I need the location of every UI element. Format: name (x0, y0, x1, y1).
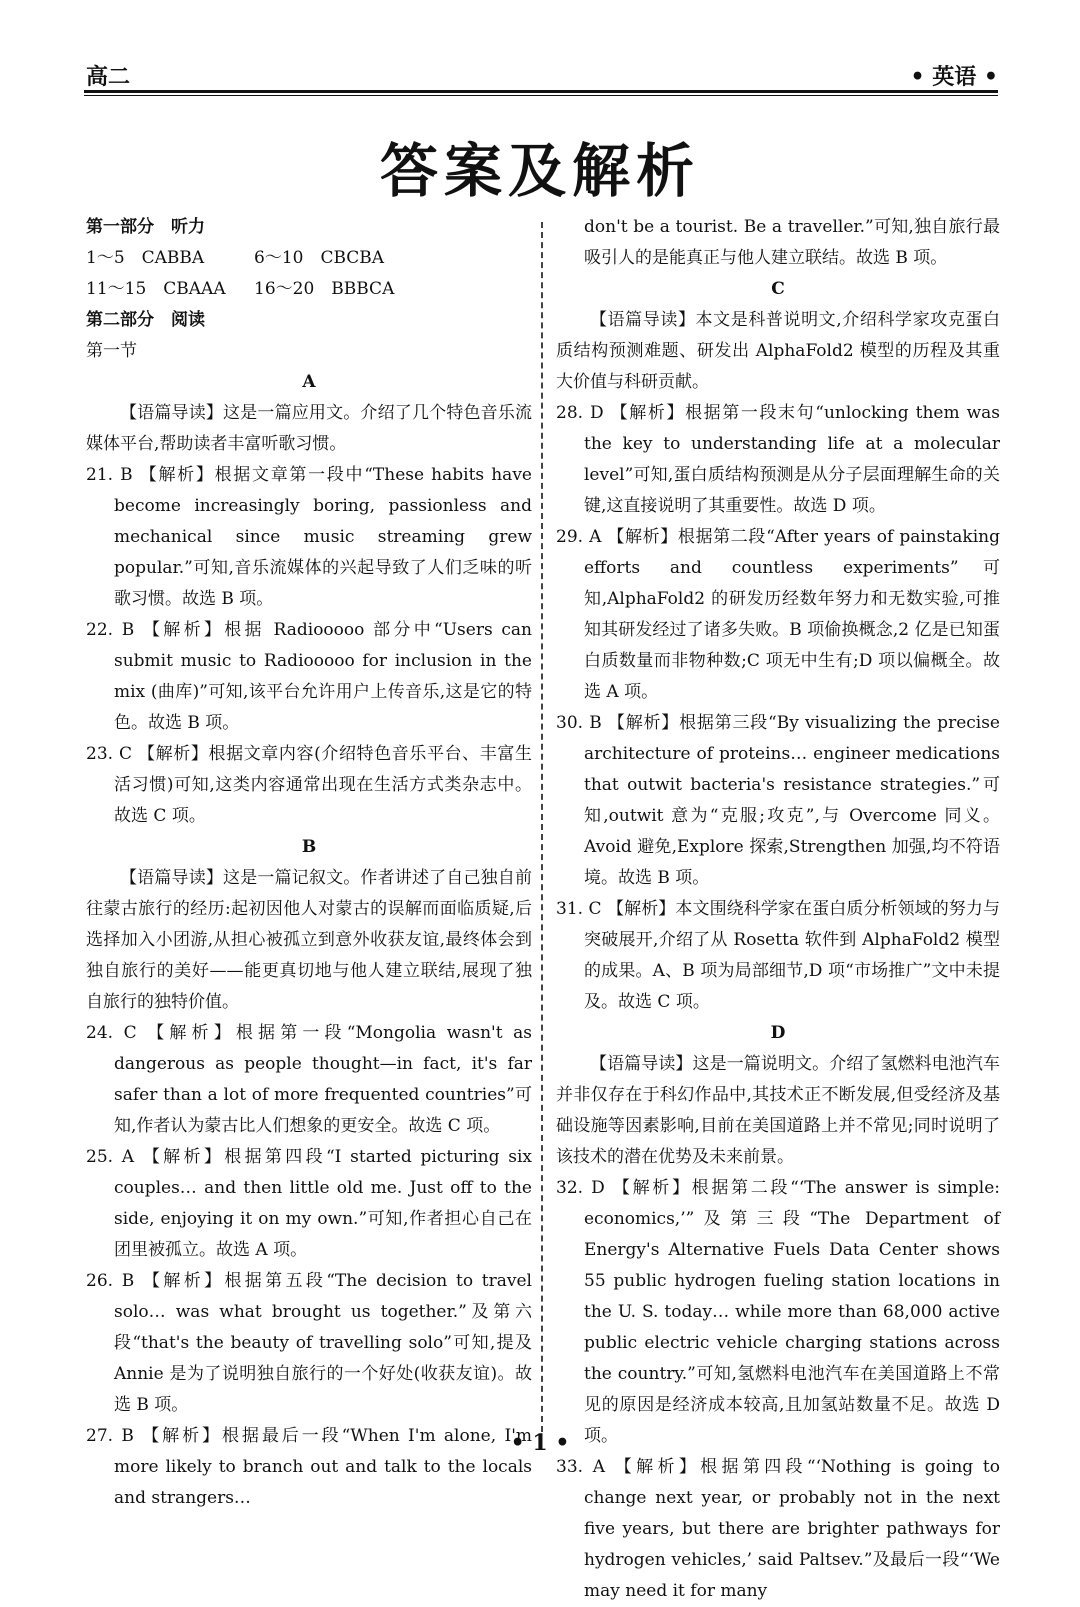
right-column (556, 212, 1000, 1607)
answer-33: 33. A 【解析】根据第四段“‘Nothing is going to change next year, or probably not in the next five years, but there are brighter pathways for hydrogen vehicles,’ said Paltsev.”及最后一段“‘We may need it for many (556, 1457, 1000, 1601)
answer-range: 1～5 CABBA (86, 248, 205, 268)
passage-a-intro: 【语篇导读】这是一篇应用文。介绍了几个特色音乐流媒体平台,帮助读者丰富听歌习惯。 (86, 403, 532, 454)
part2-heading: 第二部分 阅读 (86, 310, 205, 330)
passage-label-a: A (302, 372, 316, 392)
answer-28: 28. D 【解析】根据第一段末句“unlocking them was the key to understanding life at a molecular level”可知,蛋白质结构预测是从分子层面理解生命的关键,这直接说明了其重要性。故选 D 项。 (556, 403, 1000, 516)
page-title: 答案及解析 (379, 137, 700, 205)
answer-29: 29. A 【解析】根据第二段“After years of painstaking efforts and countless experiments”可知,AlphaFold2 的研发历经数年努力和无数实验,可推知其研发经过了诸多失败。B 项偷换概念,2 亿是已知蛋白质数量而非物种数;C 项无中生有;D 项以偏概全。故选 A 项。 (556, 527, 1000, 702)
answer-24: 24. C 【解析】根据第一段“Mongolia wasn't as dangerous as people thought—in fact, it's far safer than a lot of more frequented countries”可知,作者认为蒙古比人们想象的更安全。故选 C 项。 (86, 1023, 532, 1136)
answer-25: 25. A 【解析】根据第四段“I started picturing six couples… and then little old me. Just off to the side, enjoying it on my own.”可知,作者担心自己在团里被孤立。故选 A 项。 (86, 1147, 532, 1260)
answer-21: 21. B 【解析】根据文章第一段中“These habits have become increasingly boring, passionless and mechanical since music streaming grew popular.”可知,音乐流媒体的兴起导致了人们乏味的听歌习惯。故选 B 项。 (86, 465, 532, 609)
answer-row (86, 243, 532, 274)
answer-31: 31. C 【解析】本文围绕科学家在蛋白质分析领域的努力与突破展开,介绍了从 Rosetta 软件到 AlphaFold2 模型的成果。A、B 项为局部细节,D 项“市场推广”文中未提及。故选 C 项。 (556, 899, 1000, 1012)
header-grade: 高二 (86, 64, 131, 90)
passage-label-d: D (770, 1023, 786, 1043)
answer-27-continued: don't be a tourist. Be a traveller.”可知,独自旅行最吸引人的是能真正与他人建立联结。故选 B 项。 (584, 217, 1000, 268)
page-number: • 1 • (510, 1430, 570, 1456)
answer-range: 6～10 CBCBA (254, 248, 385, 268)
answer-32: 32. D 【解析】根据第二段“‘The answer is simple: economics,’”及第三段“The Department of Energy's Alternative Fuels Data Center shows 55 public hydrogen fueling station locations in the U. S. today… while more than 68,000 active public electric vehicle charging stations across the country.”可知,氢燃料电池汽车在美国道路上不常见的原因是经济成本较高,且加氢站数量不足。故选 D 项。 (556, 1178, 1000, 1446)
passage-b-intro: 【语篇导读】这是一篇记叙文。作者讲述了自己独自前往蒙古旅行的经历:起初因他人对蒙古的误解而面临质疑,后选择加入小团游,从担心被孤立到意外收获友谊,最终体会到独自旅行的美好——能更真切地与他人建立联结,展现了独自旅行的独特价值。 (86, 868, 532, 1012)
passage-label-c: C (771, 279, 785, 299)
part1-heading: 第一部分 听力 (86, 217, 205, 237)
passage-c-intro: 【语篇导读】本文是科普说明文,介绍科学家攻克蛋白质结构预测难题、研发出 AlphaFold2 模型的历程及其重大价值与科研贡献。 (556, 310, 1000, 392)
answer-range: 11～15 CBAAA (86, 279, 226, 299)
header-rule (84, 90, 998, 96)
answer-23: 23. C 【解析】根据文章内容(介绍特色音乐平台、丰富生活习惯)可知,这类内容通常出现在生活方式类杂志中。故选 C 项。 (86, 744, 532, 826)
answer-range: 16～20 BBBCA (254, 279, 395, 299)
answer-30: 30. B 【解析】根据第三段“By visualizing the precise architecture of proteins… engineer medications that outwit bacteria's resistance strategies.”可知,outwit 意为“克服;攻克”,与 Overcome 同义。Avoid 避免,Explore 探索,Strengthen 加强,均不符语境。故选 B 项。 (556, 713, 1000, 888)
header-subject: • 英语 • (910, 64, 998, 90)
answer-27: 27. B 【解析】根据最后一段“When I'm alone, I'm more likely to branch out and talk to the locals and strangers… (86, 1426, 532, 1508)
passage-label-b: B (301, 837, 317, 857)
answer-row (86, 274, 532, 305)
left-column (86, 212, 532, 1514)
passage-d-intro: 【语篇导读】这是一篇说明文。介绍了氢燃料电池汽车并非仅存在于科幻作品中,其技术正不断发展,但受经济及基础设施等因素影响,目前在美国道路上并不常见;同时说明了该技术的潜在优势及未来前景。 (556, 1054, 1000, 1167)
column-divider (541, 222, 543, 1432)
answer-22: 22. B 【解析】根据 Radiooooo 部分中“Users can submit music to Radiooooo for inclusion in the mix (曲库)”可知,该平台允许用户上传音乐,这是它的特色。故选 B 项。 (86, 620, 532, 733)
section-heading: 第一节 (86, 341, 137, 361)
answer-26: 26. B 【解析】根据第五段“The decision to travel solo… was what brought us together.”及第六段“that's the beauty of travelling solo”可知,提及 Annie 是为了说明独自旅行的一个好处(收获友谊)。故选 B 项。 (86, 1271, 532, 1415)
